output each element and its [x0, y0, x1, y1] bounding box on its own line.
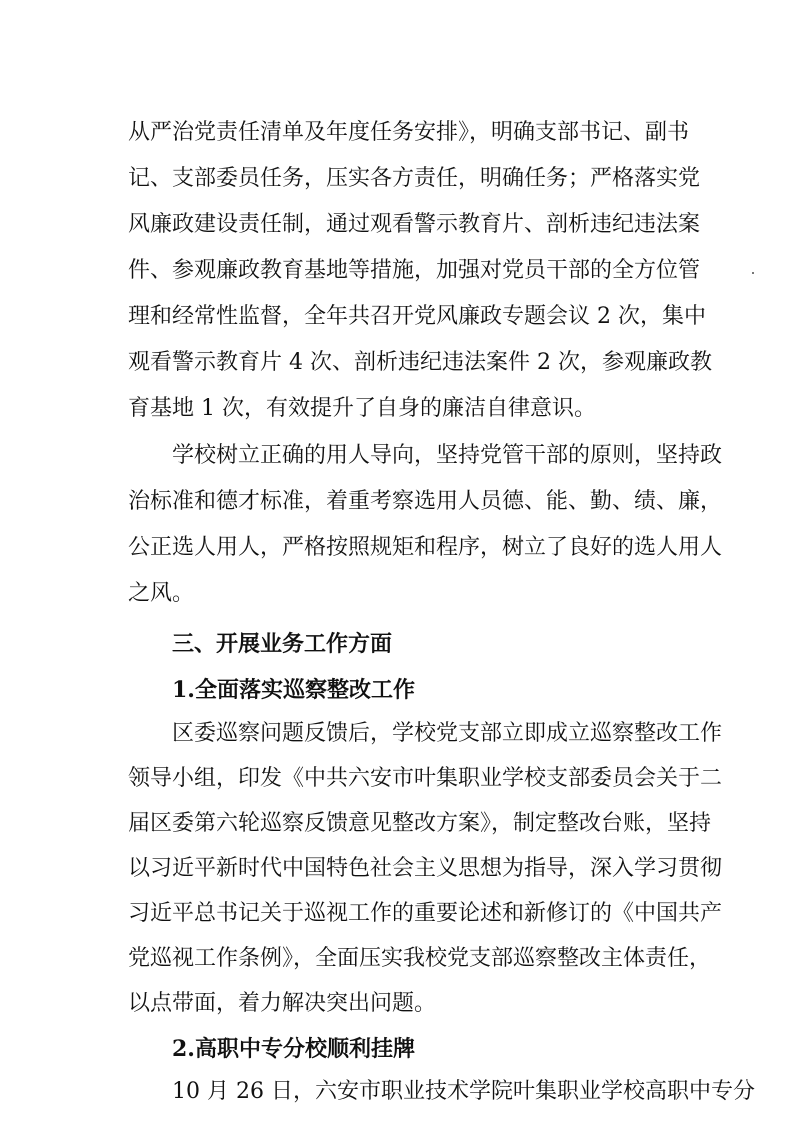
- scan-speck: [752, 272, 754, 274]
- document-page: 从严治党责任清单及年度任务安排》，明确支部书记、副书 记、支部委员任务，压实各方责任，明确任务；严格落实党 风廉政建设责任制，通过观看警示教育片、剖析违纪违法案 件、参观廉政教育基地等措施，加强对党员干部的全方位管 理和经常性监督，全年共召开党风廉政专题会议 2 次，集中 观看警示教育片 4 次、剖析违纪违法案件 2 次，参观廉政教 育基地 1 次，有效提升了自身的廉洁自律意识。 学校树立正确的用人导向，坚持党管干部的原则，坚持政 治标准和德才标准，着重考察选用人员德、能、勤、绩、廉， 公正选人用人，严格按照规矩和程序，树立了良好的选人用人 之风。 三、开展业务工作方面 1.全面落实巡察整改工作 区委巡察问题反馈后，学校党支部立即成立巡察整改工作 领导小组，印发《中共六安市叶集职业学校支部委员会关于二 届区委第六轮巡察反馈意见整改方案》，制定整改台账，坚持 以习近平新时代中国特色社会主义思想为指导，深入学习贯彻 习近平总书记关于巡视工作的重要论述和新修订的《中国共产 党巡视工作条例》，全面压实我校党支部巡察整改主体责任， 以点带面，着力解决突出问题。 2.高职中专分校顺利挂牌 10 月 26 日，六安市职业技术学院叶集职业学校高职中专分: [128, 120, 755, 1104]
